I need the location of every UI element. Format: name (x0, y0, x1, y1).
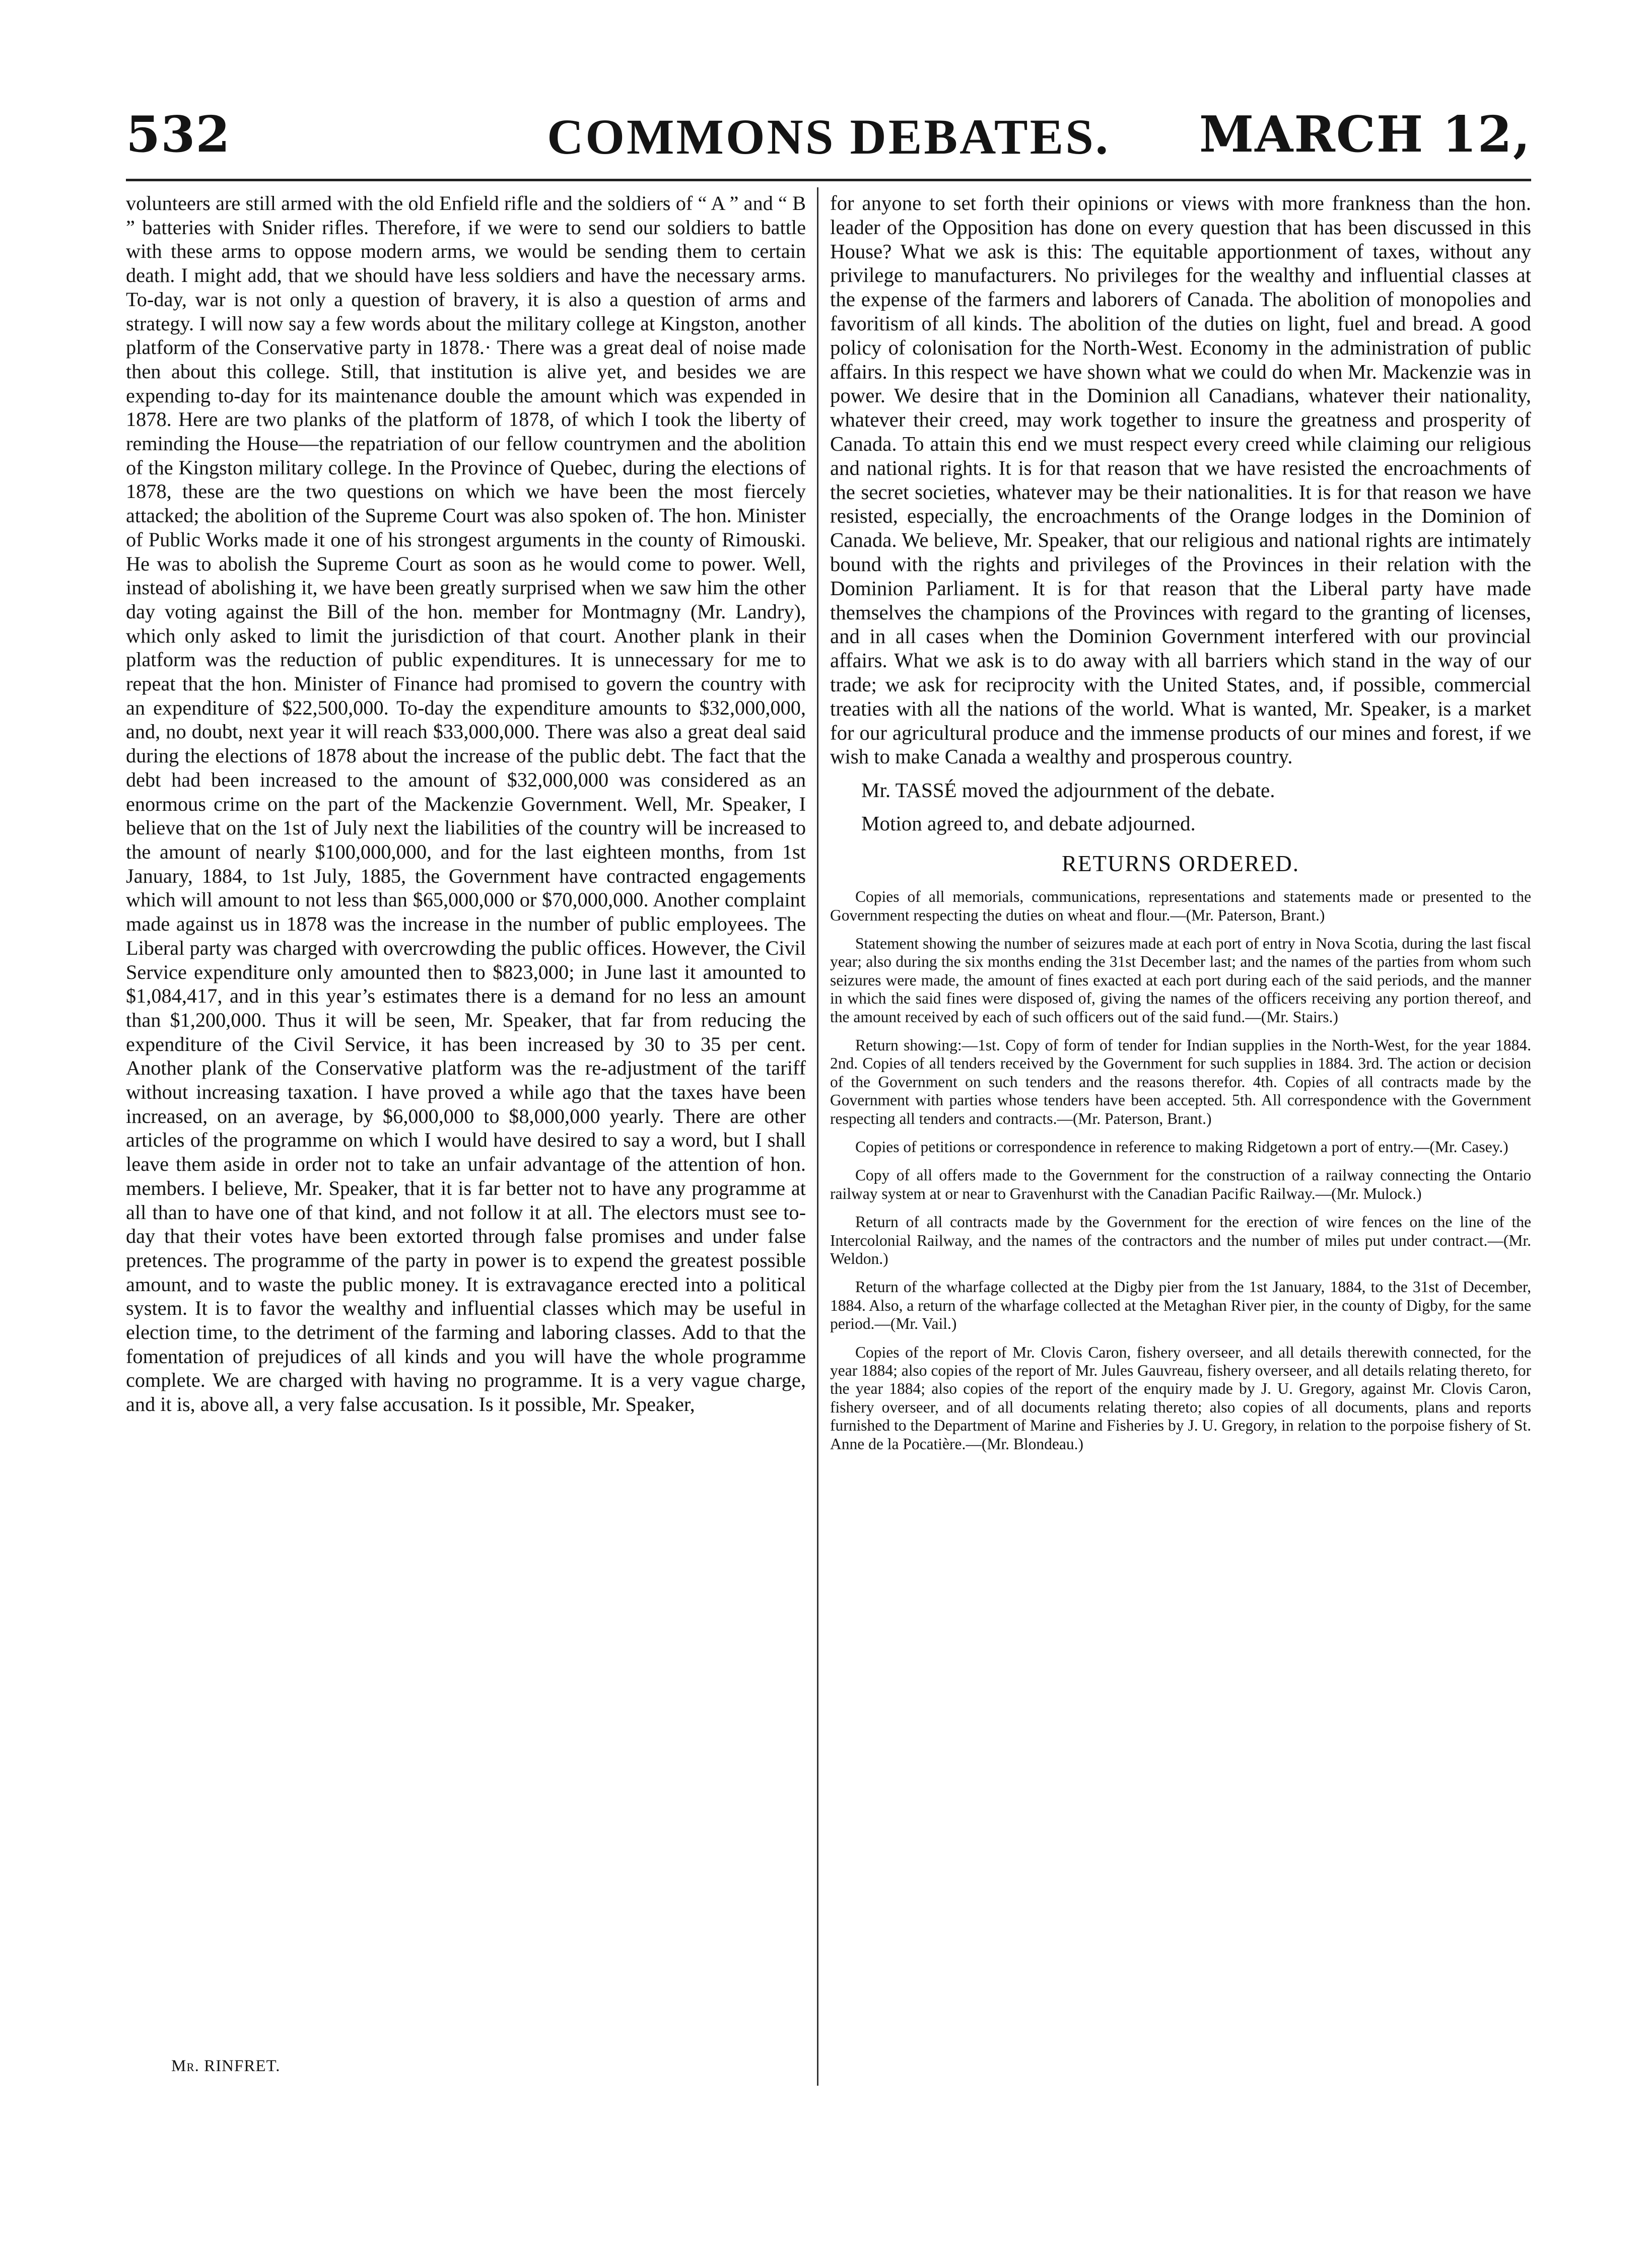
adjournment-motion: Mr. TASSÉ moved the adjournment of the debate. (861, 778, 1275, 802)
column-divider (817, 187, 818, 2086)
section-heading: RETURNS ORDERED. (1061, 851, 1300, 877)
return-order: Copies of the report of Mr. Clovis Caron, fishery overseer, and all details therewith connected, for the year 1884; also copies of the report of Mr. Jules Gauvreau, fishery overseer, and all details relating thereto, for the year 1884; also copies of the report of the enquiry made by J. U. Gregory, against Mr. Clovis Caron, fishery overseer, and of all documents relating thereto; also copies of all documents, plans and reports furnished to the Department of Marine and Fisheries by J. U. Gregory, in relation to the porpoise fishery of St. Anne de la Pocatière.—(Mr. Blondeau.) (830, 1343, 1531, 1453)
page-header (126, 101, 1531, 171)
speaker-footer: Mr. RINFRET. (171, 2057, 281, 2075)
right-column (830, 191, 1531, 1463)
speech-paragraph: volunteers are still armed with the old Enfield rifle and the soldiers of “ A ” and “ B ” batteries with Snider rifles. Therefore, if we were to send our soldiers to battle with these arms to oppose modern arms, we would be sending them to certain death. I might add, that we should have less soldiers and have the necessary arms. To-day, war is not only a question of bravery, it is also a question of arms and strategy. I will now say a few words about the military college at Kingston, another platform of the Conservative party in 1878.· There was a great deal of noise made then about this college. Still, that institution is alive yet, and besides we are expending to-day for its maintenance double the amount which was expended in 1878. Here are two planks of the platform of 1878, of which I took the liberty of reminding the House—the repatriation of our fellow countrymen and the abolition of the Kingston military college. In the Province of Quebec, during the elections of 1878, these are the two questions on which we have been the most fiercely attacked; the abolition of the Supreme Court was also spoken of. The hon. Minister of Public Works made it one of his strongest arguments in the county of Rimouski. He was to abolish the Supreme Court as soon as he would come to power. Well, instead of abolishing it, we have been greatly surprised when we saw him the other day voting against the Bill of the hon. member for Montmagny (Mr. Landry), which only asked to limit the jurisdiction of that court. Another plank in their platform was the reduction of public expenditures. It is unnecessary for me to repeat that the hon. Minister of Finance had promised to govern the country with an expenditure of $22,500,000. To-day the expenditure amounts to $32,000,000, and, no doubt, next year it will reach $33,000,000. There was also a great deal said during the elections of 1878 about the increase of the public debt. The fact that the debt had been increased to the amount of $32,000,000 was considered as an enormous crime on the part of the Mackenzie Government. Well, Mr. Speaker, I believe that on the 1st of July next the liabilities of the country will be increased to the amount of nearly $100,000,000, and for the last eighteen months, from 1st January, 1884, to 1st July, 1885, the Government have contracted engagements which will amount to not less than $65,000,000 or $70,000,000. Another complaint made against us in 1878 was the increase in the number of public employees. The Liberal party was charged with overcrowding the public offices. However, the Civil Service expenditure only amounted then to $823,000; in June last it amounted to $1,084,417, and in this year’s estimates there is a demand for no less an amount than $1,200,000. Thus it will be seen, Mr. Speaker, that far from reducing the expenditure of the Civil Service, it has been increased by 30 to 35 per cent. Another plank of the Conservative platform was the re-adjustment of the tariff without increasing taxation. I have proved a while ago that the taxes have been increased, on an average, by $6,000,000 to $8,000,000 yearly. There are other articles of the programme on which I would have desired to say a word, but I shall leave them aside in order not to take an unfair advantage of the attention of hon. members. I believe, Mr. Speaker, that it is far better not to have any programme at all than to have one of that kind, and not follow it at all. The electors must see to-day that their votes have been extorted through false promises and under false pretences. The programme of the party in power is to expend the greatest possible amount, and to waste the public money. It is extravagance erected into a political system. It is to favor the wealthy and influential classes which may be useful in election time, to the detriment of the farming and laboring classes. Add to that the fomentation of prejudices of all kinds and you will have the whole programme complete. We are charged with having no programme. It is a very vague charge, and it is, above all, a very false accusation. Is it possible, Mr. Speaker, (126, 192, 806, 1416)
running-title: COMMONS DEBATES. (547, 109, 1110, 165)
return-order: Return of the wharfage collected at the Digby pier from the 1st January, 1884, to the 31st of December, 1884. Also, a return of the wharfage collected at the Metaghan River pier, in the county of Digby, for the same period.—(Mr. Vail.) (830, 1278, 1531, 1333)
header-rule (126, 179, 1531, 181)
return-order: Copy of all offers made to the Government for the construction of a railway connecting the Ontario railway system at or near to Gravenhurst with the Canadian Pacific Railway.—(Mr. Mulock.) (830, 1166, 1531, 1202)
return-order: Return of all contracts made by the Government for the erection of wire fences on the line of the Intercolonial Railway, and the names of the contractors and the number of miles put under contract.—(Mr. Weldon.) (830, 1213, 1531, 1268)
page-number: 532 (126, 106, 231, 164)
speech-continuation: for anyone to set forth their opinions or views with more frankness than the hon. leader of the Opposition has done on every question that has been discussed in this House? What we ask is this: The equitable apportionment of taxes, without any privilege to manufacturers. No privileges for the wealthy and influential classes at the expense of the farmers and laborers of Canada. The abolition of monopolies and favoritism of all kinds. The abolition of the duties on light, fuel and bread. A good policy of colonisation for the North-West. Economy in the administration of public affairs. In this respect we have shown what we could do when Mr. Mackenzie was in power. We desire that in the Dominion all Canadians, whatever their nationality, whatever their creed, may work together to insure the greatness and prosperity of Canada. To attain this end we must respect every creed while claiming our religious and national rights. It is for that reason that we have resisted the encroachments of the secret societies, whatever may be their nationalities. It is for that reason we have resisted, especially, the encroachments of the Orange lodges in the Dominion of Canada. We believe, Mr. Speaker, that our religious and national rights are intimately bound with the rights and privileges of the Provinces in their relation with the Dominion Parliament. It is for that reason that the Liberal party have made themselves the champions of the Provinces with regard to the granting of licenses, and in all cases when the Dominion Government interfered with our provincial affairs. What we ask is to do away with all barriers which stand in the way of our trade; we ask for reciprocity with the United States, and, if possible, commercial treaties with all the nations of the world. What is wanted, Mr. Speaker, is a market for our agricultural produce and the immense products of our mines and forest, if we wish to make Canada a wealthy and prosperous country. (830, 192, 1531, 768)
return-order: Statement showing the number of seizures made at each port of entry in Nova Scotia, during the last fiscal year; also during the six months ending the 31st December last; and the names of the parties from whom such seizures were made, the amount of fines exacted at each port during each of the said periods, and the manner in which the said fines were disposed of, giving the names of the officers receiving any portion thereof, and the amount received by each of such officers out of the said fund.—(Mr. Stairs.) (830, 934, 1531, 1026)
header-date: MARCH 12, (1199, 106, 1531, 164)
left-column (126, 191, 806, 1416)
return-order: Copies of petitions or correspondence in reference to making Ridgetown a port of entry.—(Mr. Casey.) (855, 1138, 1508, 1156)
return-order: Copies of all memorials, communications, representations and statements made or presented to the Government respecting the duties on wheat and flour.—(Mr. Paterson, Brant.) (830, 888, 1531, 924)
motion-result: Motion agreed to, and debate adjourned. (861, 812, 1196, 835)
return-order: Return showing:—1st. Copy of form of tender for Indian supplies in the North-West, for the year 1884. 2nd. Copies of all tenders received by the Government for such supplies in 1884. 3rd. The action or decision of the Government on such tenders and the reasons therefor. 4th. Copies of all contracts made by the Government with parties whose tenders have been accepted. 5th. All correspondence with the Government respecting all tenders and contracts.—(Mr. Paterson, Brant.) (830, 1036, 1531, 1127)
